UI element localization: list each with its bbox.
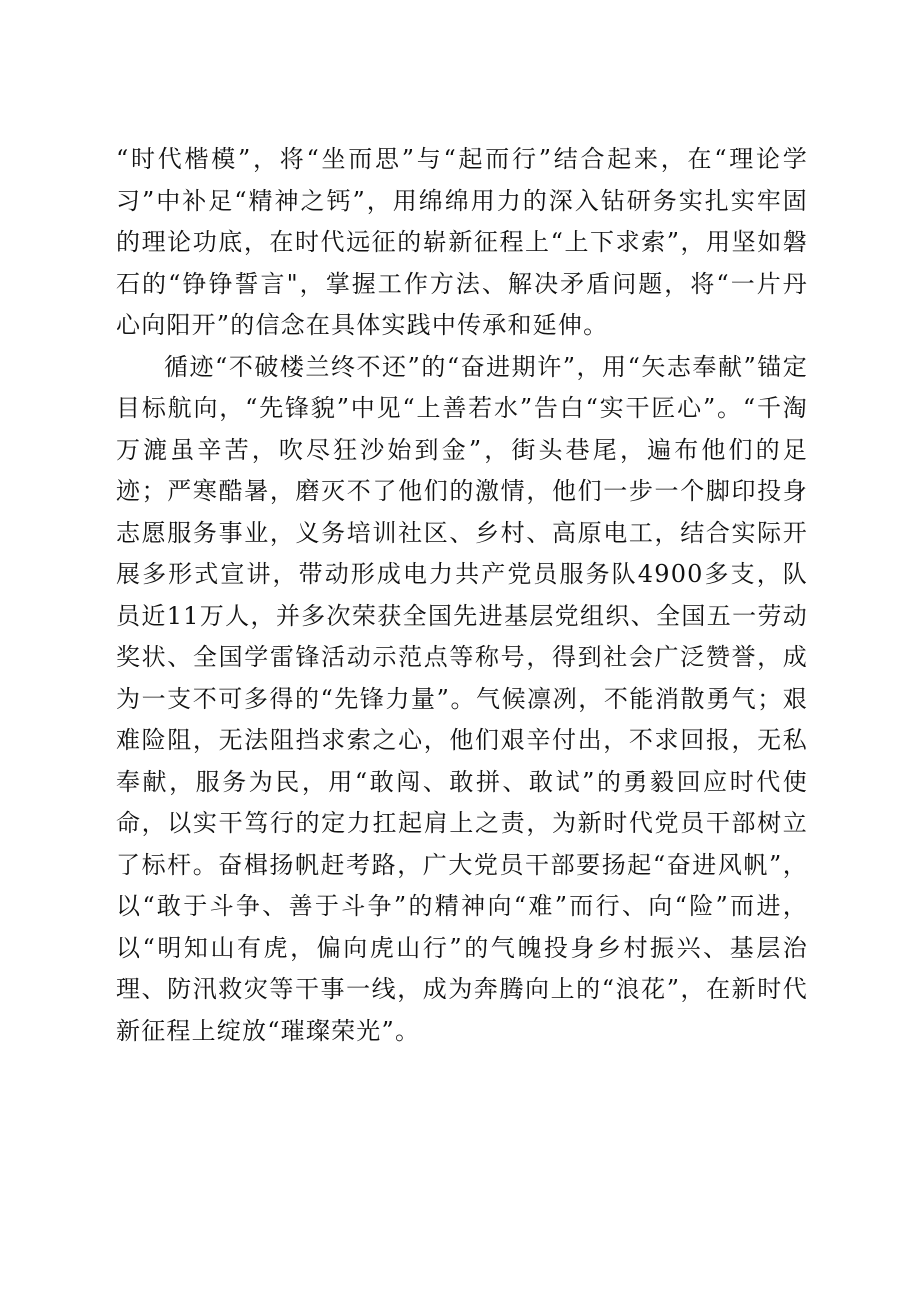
document-body <box>116 139 808 1052</box>
paragraph-2: 循迹“不破楼兰终不还”的“奋进期许”，用“矢志奉献”锚定目标航向，“先锋貌”中见“上善若水”告白“实干匠心”。“千淘万漉虽辛苦，吹尽狂沙始到金”，街头巷尾，遍布他们的足迹；严寒酷暑，磨灭不了他们的激情，他们一步一个脚印投身志愿服务事业，义务培训社区、乡村、高原电工，结合实际开展多形式宣讲，带动形成电力共产党员服务队4900多支，队员近11万人，并多次荣获全国先进基层党组织、全国五一劳动奖状、全国学雷锋活动示范点等称号，得到社会广泛赞誉，成为一支不可多得的“先锋力量”。气候凛冽，不能消散勇气；艰难险阻，无法阻挡求索之心，他们艰辛付出，不求回报，无私奉献，服务为民，用“敢闯、敢拼、敢试”的勇毅回应时代使命，以实干笃行的定力扛起肩上之责，为新时代党员干部树立了标杆。奋楫扬帆赶考路，广大党员干部要扬起“奋进风帆”，以“敢于斗争、善于斗争”的精神向“难”而行、向“险”而进，以“明知山有虎，偏向虎山行”的气魄投身乡村振兴、基层治理、防汛救灾等干事一线，成为奔腾向上的“浪花”，在新时代新征程上绽放“璀璨荣光”。 <box>116 352 808 1045</box>
paragraph-1: “时代楷模”，将“坐而思”与“起而行”结合起来，在“理论学习”中补足“精神之钙”，用绵绵用力的深入钻研务实扎实牢固的理论功底，在时代远征的崭新征程上“上下求索”，用坚如磐石的“铮铮誓言"，掌握工作方法、解决矛盾问题，将“一片丹心向阳开”的信念在具体实践中传承和延伸。 <box>116 145 808 339</box>
